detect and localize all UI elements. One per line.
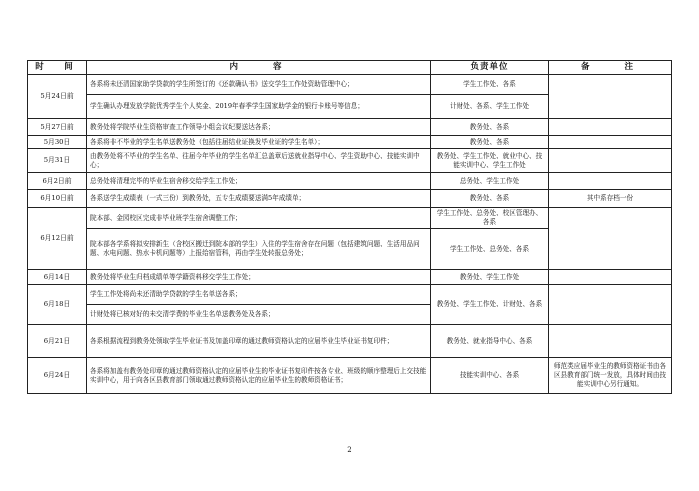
- row-content: 学生工作处将尚未还清助学贷款的学生名单送各系；: [87, 285, 431, 305]
- schedule-table: [27, 60, 672, 394]
- row-unit: 学生工作处、总务处、各系: [431, 229, 549, 270]
- row-content: 院本部、金园校区完成非毕业班学生宿舍调整工作；: [87, 208, 431, 229]
- row-time: 6月14日: [28, 270, 87, 285]
- row-note: [549, 285, 672, 325]
- row-time: 6月18日: [28, 285, 87, 325]
- row-unit: 教务处、就业指导中心、各系: [431, 325, 549, 358]
- row-unit: 教务处、学生工作处: [431, 270, 549, 285]
- page-number: 2: [347, 446, 352, 454]
- table-row: [28, 136, 672, 149]
- table-row: [28, 149, 672, 173]
- row-content: 各系根据流程到教务处领取学生毕业证书及加盖印章的通过教师资格认定的应届毕业生毕业证书复印件；: [87, 325, 431, 358]
- row-time: 5月27日前: [28, 119, 87, 136]
- row-time: 6月2日前: [28, 173, 87, 190]
- row-unit: 技能实训中心、各系: [431, 358, 549, 394]
- row-content: 各系将未还清国家助学贷款的学生所签订的《还款确认书》送交学生工作处资助管理中心；: [87, 75, 431, 95]
- row-note: [549, 208, 672, 270]
- row-content: 各系将非不毕业的学生名单送教务处（包括往届结业证换发毕业证的学生名单）；: [87, 136, 431, 149]
- row-note: 师范类应届毕业生的教师资格证书由各区县教育部门统一发放，具体时间由技能实训中心另行通知。: [549, 358, 672, 394]
- row-unit: 教务处、学生工作处、就业中心、技能实训中心、学生工作处: [431, 149, 549, 173]
- header-time: 时 间: [28, 61, 87, 75]
- row-unit: 教务处、学生工作处、计财处、各系: [431, 285, 549, 325]
- table-row: [28, 285, 672, 305]
- row-unit: 教务处、各系: [431, 136, 549, 149]
- table-row: [28, 325, 672, 358]
- row-content: 由教务处将不毕业的学生名单、往届今年毕业的学生名单汇总盖章后送就业指导中心、学生资助中心、技能实训中心；: [87, 149, 431, 173]
- row-content: 教务处将学院毕业生资格审查工作领导小组会议纪要送达各系；: [87, 119, 431, 136]
- header-unit: 负责单位: [431, 61, 549, 75]
- header-content: 内 容: [87, 61, 431, 75]
- row-unit: 计财处、各系、学生工作处: [431, 95, 549, 119]
- row-content: 总务处将清理完毕的毕业生宿舍移交给学生工作处；: [87, 173, 431, 190]
- row-unit: 总务处、学生工作处: [431, 173, 549, 190]
- row-content: 院本部各学系将拟安排新生（含校区搬迁到院本部的学生）入住的学生宿舍存在问题（包括建筑问题、生活用品问题、水电问题、热水卡机问题等）上报给宿管科，再由学生处转报总务处；: [87, 229, 431, 270]
- row-unit: 学生工作处、各系: [431, 75, 549, 95]
- row-time: 5月24日前: [28, 75, 87, 119]
- row-unit: 教务处、各系: [431, 119, 549, 136]
- row-note: [549, 136, 672, 149]
- table-row: [28, 75, 672, 95]
- row-unit: 学生工作处、总务处、校区管理办、各系: [431, 208, 549, 229]
- table-row: [28, 190, 672, 208]
- row-time: 5月31日: [28, 149, 87, 173]
- row-time: 6月24日: [28, 358, 87, 394]
- row-time: 6月21日: [28, 325, 87, 358]
- row-content: 各系送学生成绩表（一式三份）到教务处，五专生成绩要送满5年成绩单；: [87, 190, 431, 208]
- row-unit: 教务处、各系: [431, 190, 549, 208]
- row-note: [549, 173, 672, 190]
- row-note: [549, 75, 672, 119]
- table-row: [28, 270, 672, 285]
- row-note: [549, 119, 672, 136]
- table-row: [28, 119, 672, 136]
- row-note: [549, 149, 672, 173]
- header-note: 备 注: [549, 61, 672, 75]
- row-time: 5月30日: [28, 136, 87, 149]
- row-content: 教务处将毕业生归档成绩单等学籍资料移交学生工作处；: [87, 270, 431, 285]
- row-content: 学生确认办理发放学院优秀学生个人奖金、2019年春季学生国家助学金的银行卡账号等信息；: [87, 95, 431, 119]
- table-row: [28, 358, 672, 394]
- table-row: [28, 173, 672, 190]
- header-row: [28, 61, 672, 75]
- row-content: 各系将加盖有教务处印章的通过教师资格认定的应届毕业生的毕业证书复印件按各专业、班级的顺序整理后上交技能实训中心，用于向各区县教育部门领取通过教师资格认定的应届毕业生的教师资格证书；: [87, 358, 431, 394]
- table-row: [28, 208, 672, 229]
- row-note: [549, 325, 672, 358]
- row-note: [549, 270, 672, 285]
- row-note: 其中系存档一份: [549, 190, 672, 208]
- row-time: 6月12日前: [28, 208, 87, 270]
- row-content: 计财处将已核对好的未交清学费的毕业生名单送教务处及各系；: [87, 305, 431, 325]
- row-time: 6月10日前: [28, 190, 87, 208]
